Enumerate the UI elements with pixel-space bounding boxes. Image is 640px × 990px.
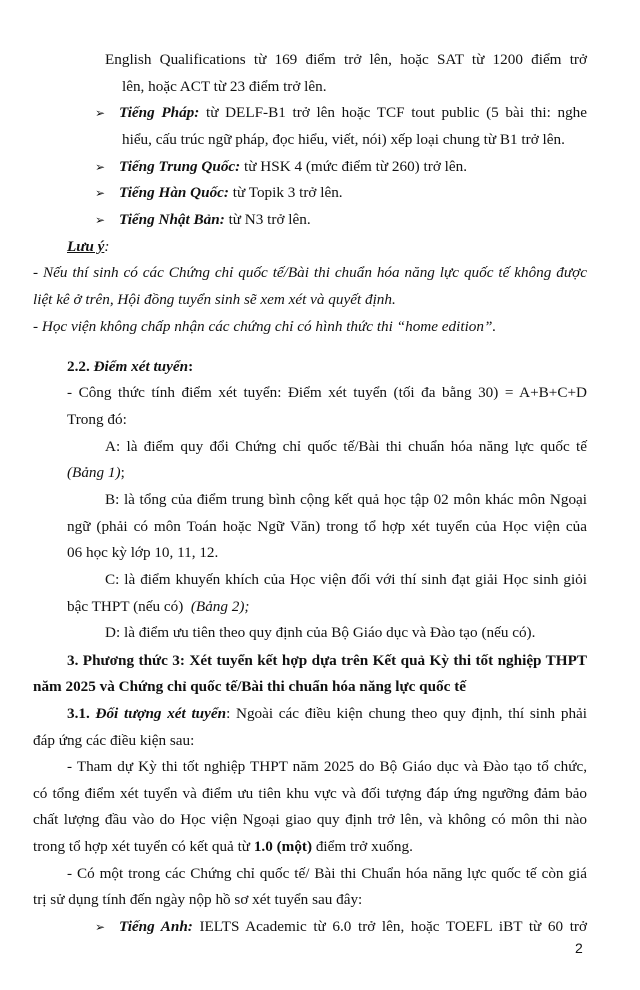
item-b-line-1: B: là tổng của điểm trung bình cộng kết quả học tập 02 môn khác môn Ngoại <box>105 491 587 508</box>
chinese-text: từ HSK 4 (mức điểm từ 260) trở lên. <box>240 158 467 175</box>
condition-1-line-4 <box>33 837 413 857</box>
bullet-korean <box>95 183 343 203</box>
note-line-2: liệt kê ở trên, Hội đồng tuyển sinh sẽ xem xét và quyết định. <box>33 291 396 308</box>
section-3-1-heading <box>67 704 587 724</box>
arrow-bullet-icon: ➢ <box>95 920 106 934</box>
section-2-2-number: 2.2. <box>67 358 94 375</box>
condition-1-line-2: có tổng điểm xét tuyển và điểm ưu tiên khu vực và đối tượng đáp ứng ngưỡng đảm bảo <box>33 785 587 802</box>
chinese-label: Tiếng Trung Quốc: <box>119 158 241 175</box>
section-3-1-title: Đối tượng xét tuyển <box>95 705 227 722</box>
note-heading-text: Lưu ý <box>67 238 105 255</box>
japanese-text: từ N3 trở lên. <box>224 211 311 228</box>
korean-text: từ Topik 3 trở lên. <box>228 184 343 201</box>
section-3-1-rest: : Ngoài các điều kiện chung theo quy định, thí sinh phải <box>226 705 588 722</box>
cont-line-2: lên, hoặc ACT từ 23 điểm trở lên. <box>122 78 327 95</box>
arrow-bullet-icon: ➢ <box>95 160 106 174</box>
item-b-line-3: 06 học kỳ lớp 10, 11, 12. <box>67 544 219 561</box>
note-line-1: - Nếu thí sinh có các Chứng chỉ quốc tế/Bài thi chuẩn hóa năng lực quốc tế không được <box>33 264 587 281</box>
formula-line: - Công thức tính điểm xét tuyển: Điểm xét tuyển (tối đa bằng 30) = A+B+C+D <box>67 384 587 401</box>
item-a-semicolon: ; <box>120 464 125 481</box>
korean-label: Tiếng Hàn Quốc: <box>119 184 229 201</box>
bullet-japanese <box>95 210 311 230</box>
table-2-ref: (Bảng 2); <box>190 598 250 615</box>
condition-2-line-1: - Có một trong các Chứng chỉ quốc tế/ Bài thi Chuẩn hóa năng lực quốc tế còn giá <box>67 865 587 882</box>
item-c-line-2 <box>67 597 249 617</box>
method-3-heading-line-2: năm 2025 và Chứng chỉ quốc tế/Bài thi chuẩn hóa năng lực quốc tế <box>33 678 466 695</box>
note-line-3: - Học viện không chấp nhận các chứng chỉ có hình thức thi “home edition”. <box>33 318 497 335</box>
bullet-english <box>95 917 587 937</box>
arrow-bullet-icon: ➢ <box>95 186 106 200</box>
where-line: Trong đó: <box>67 411 127 428</box>
item-c-text: bậc THPT (nếu có) <box>67 598 191 615</box>
section-2-2-title: Điểm xét tuyển <box>93 358 189 375</box>
item-c-line-1: C: là điểm khuyến khích của Học viện đối với thí sinh đạt giải Học sinh giỏi <box>105 571 587 588</box>
section-2-2-heading <box>67 357 193 377</box>
condition-1-line-4-c: điểm trở xuống. <box>312 838 413 855</box>
french-text-1: từ DELF-B1 trở lên hoặc TCF tout public (5 bài thi: nghe <box>199 104 587 121</box>
item-b-line-2: ngữ (phải có môn Toán hoặc Ngữ Văn) trong tổ hợp xét tuyển của Học viện của <box>67 518 587 535</box>
item-a-line-2 <box>67 463 125 483</box>
english-label: Tiếng Anh: <box>119 918 193 935</box>
condition-2-line-2: trị sử dụng tính đến ngày nộp hồ sơ xét tuyển sau đây: <box>33 891 363 908</box>
note-heading <box>67 237 109 257</box>
section-3-1-number: 3.1. <box>67 705 96 722</box>
japanese-label: Tiếng Nhật Bản: <box>119 211 225 228</box>
section-2-2-colon: : <box>188 358 194 375</box>
cont-line-1: English Qualifications từ 169 điểm trở lên, hoặc SAT từ 1200 điểm trở <box>105 51 587 68</box>
condition-1-line-3: chất lượng đầu vào do Học viện Ngoại giao quy định trở lên, và không có môn thi nào <box>33 811 587 828</box>
bullet-chinese <box>95 157 467 177</box>
condition-1-line-4-a: trong tổ hợp xét tuyển có kết quả từ <box>33 838 254 855</box>
arrow-bullet-icon: ➢ <box>95 106 106 120</box>
french-label: Tiếng Pháp: <box>119 104 200 121</box>
condition-1-threshold: 1.0 (một) <box>253 838 313 855</box>
english-text: IELTS Academic từ 6.0 trở lên, hoặc TOEFL iBT từ 60 trở <box>192 918 587 935</box>
page-number: 2 <box>575 940 583 956</box>
note-heading-colon: : <box>104 238 110 255</box>
item-a-line-1: A: là điểm quy đổi Chứng chỉ quốc tế/Bài thi chuẩn hóa năng lực quốc tế <box>105 438 587 455</box>
item-d-line: D: là điểm ưu tiên theo quy định của Bộ Giáo dục và Đào tạo (nếu có). <box>105 624 536 641</box>
condition-1-line-1: - Tham dự Kỳ thi tốt nghiệp THPT năm 2025 do Bộ Giáo dục và Đào tạo tổ chức, <box>67 758 587 775</box>
table-1-ref: (Bảng 1) <box>67 464 121 481</box>
method-3-heading-line-1: 3. Phương thức 3: Xét tuyển kết hợp dựa trên Kết quả Kỳ thi tốt nghiệp THPT <box>67 652 587 669</box>
arrow-bullet-icon: ➢ <box>95 213 106 227</box>
section-3-1-line-2: đáp ứng các điều kiện sau: <box>33 732 195 749</box>
bullet-french <box>95 103 587 123</box>
french-text-2: hiểu, cấu trúc ngữ pháp, đọc hiểu, viết, nói) xếp loại chung từ B1 trở lên. <box>122 131 565 148</box>
